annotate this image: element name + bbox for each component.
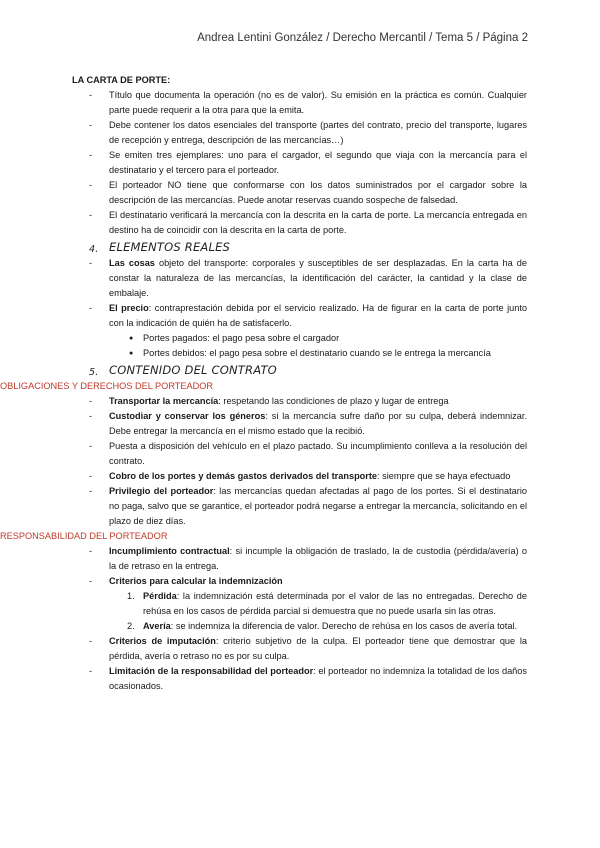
term-text: : las mercancías quedan afectadas al pago de los portes. Si el destinatario no paga, salvo que se garantice, el porteador podrá negarse a entregar la mercancía, solicitando en el plazo de diez días. (109, 486, 528, 526)
list-item: - Título que documenta la operación (no es de valor). Su emisión en la práctica es común. Cualquier parte puede requerir a la otra para que la emita. (72, 88, 527, 118)
section-heading-contenido (72, 363, 527, 378)
term-bold: Cobro de los portes y demás gastos derivados del transporte (109, 471, 378, 481)
term-text: : respetando las condiciones de plazo y lugar de entrega (218, 396, 449, 406)
list-item (72, 469, 527, 484)
list-item (72, 664, 527, 694)
item-number: 1. (127, 591, 135, 601)
term-text: : si la mercancía sufre daño por su culpa, deberá indemnizar. Debe entregar la mercancía en el mismo estado que la recibió. (109, 411, 527, 436)
term-text: : el porteador no indemniza la totalidad de los daños ocasionados. (109, 666, 527, 691)
term-bold: Pérdida (143, 591, 177, 601)
subheading-responsabilidad: RESPONSABILIDAD DEL PORTEADOR (0, 531, 168, 541)
section-heading-text: ELEMENTOS REALES (109, 240, 231, 254)
list-item (72, 409, 527, 439)
term-bold: Limitación de la responsabilidad del porteador (109, 666, 314, 676)
section-title-carta: LA CARTA DE PORTE: (72, 75, 171, 85)
term-text: Puesta a disposición del vehículo en el plazo pactado. Su incumplimiento conlleva a la resolución del contrato. (109, 441, 527, 466)
term-bold: Las cosas (109, 258, 155, 268)
section-heading-text: CONTENIDO DEL CONTRATO (109, 363, 277, 377)
term-bold: Custodiar y conservar los géneros (109, 411, 266, 421)
item-number: 2. (127, 621, 135, 631)
document-body (0, 73, 528, 694)
section-heading-reales (72, 240, 527, 255)
term-text: objeto del transporte: corporales y susceptibles de ser desplazadas. En la carta ha de constar la naturaleza de las mercancías, la identificación del carácter, la cantidad y la clase de embalaje. (109, 258, 528, 298)
bullet-item: ● Portes pagados: el pago pesa sobre el cargador (72, 331, 527, 346)
list-item (72, 256, 527, 301)
term-text: : contraprestación debida por el servicio realizado. Ha de figurar en la carta de porte junto con la indicación de quién ha de satisfacerlo. (109, 303, 527, 328)
term-bold: Privilegio del porteador (109, 486, 214, 496)
list-item (72, 301, 527, 331)
term-bold: Criterios para calcular la indemnización (109, 576, 283, 586)
list-item: - El porteador NO tiene que conformarse con los datos suministrados por el cargador sobre la descripción de las mercancías. Puede anotar reservas cuando sospeche de falsedad. (72, 178, 527, 208)
list-item: - Debe contener los datos esenciales del transporte (partes del contrato, precio del transporte, lugares de recepción y entrega, descripción de las mercancías…) (72, 118, 527, 148)
term-text: : si incumple la obligación de traslado, la de custodia (pérdida/avería) o la de retraso en la entrega. (109, 546, 527, 571)
term-text: : se indemniza la diferencia de valor. Derecho de rehúsa en los casos de avería total. (170, 621, 518, 631)
list-item: - Se emiten tres ejemplares: uno para el cargador, el segundo que viaja con la mercancía para el destinatario y el tercero para el porteador. (72, 148, 527, 178)
term-bold: Criterios de imputación (109, 636, 216, 646)
term-text: : siempre que se haya efectuado (377, 471, 511, 481)
section-number: 4. (89, 244, 99, 255)
list-item (72, 574, 527, 589)
subheading-obligaciones: OBLIGACIONES Y DERECHOS DEL PORTEADOR (0, 381, 214, 391)
term-bold: Avería (143, 621, 171, 631)
list-item (72, 634, 527, 664)
list-item (72, 394, 527, 409)
list-item: - El destinatario verificará la mercancía con la descrita en la carta de porte. La mercancía entregada en destino ha de coincidir con la descrita en la carta de porte. (72, 208, 527, 238)
list-item (72, 544, 527, 574)
term-bold: El precio (109, 303, 149, 313)
term-text: : la indemnización está determinada por el valor de las no entregadas. Derecho de rehúsa en los casos de pérdida parcial si demuestra que no puede usarla sin las otras. (143, 591, 527, 616)
numbered-item (72, 589, 527, 619)
term-bold: Transportar la mercancía (109, 396, 219, 406)
list-item (72, 439, 527, 469)
numbered-item (72, 619, 527, 634)
section-number: 5. (89, 367, 99, 378)
list-item (72, 484, 527, 529)
bullet-item: ● Portes debidos: el pago pesa sobre el destinatario cuando se le entrega la mercancía (72, 346, 527, 361)
page-header: Andrea Lentini González / Derecho Mercantil / Tema 5 / Página 2 (197, 32, 528, 44)
term-text: : criterio subjetivo de la culpa. El porteador tiene que demostrar que la pérdida, avería o retraso no es por su culpa. (109, 636, 527, 661)
term-bold: Incumplimiento contractual (109, 546, 230, 556)
